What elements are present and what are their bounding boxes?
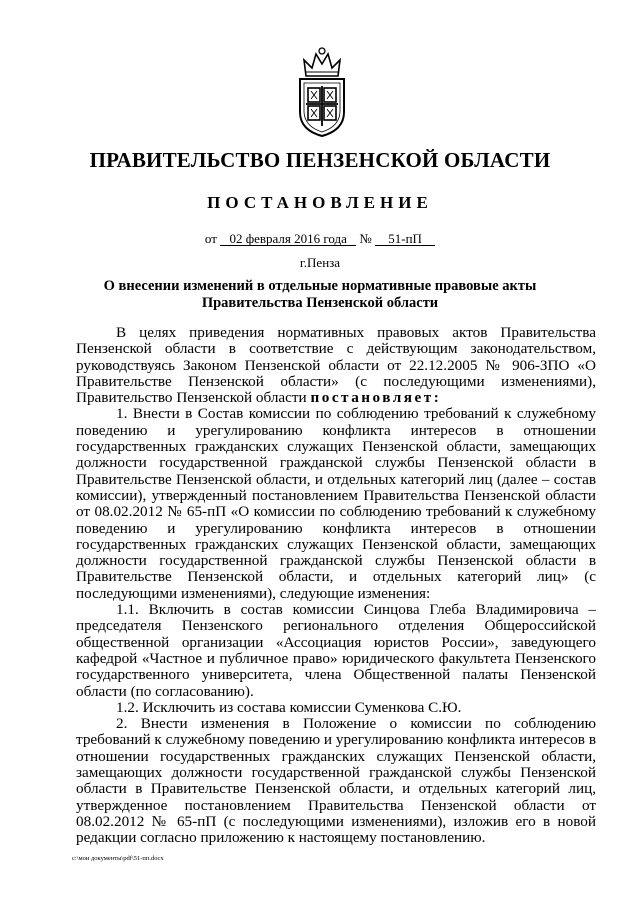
document-date: 02 февраля 2016 года (220, 232, 356, 246)
document-body (76, 325, 596, 847)
paragraph-1: 1. Внести в Состав комиссии по соблюдению требований к служебному поведению и урегулированию конфликта интересов в отношении государственных гражданских служащих Пензенской области, замещающих должности государственной гражданской службы Пензенской области в Правительстве Пензенской области, и отдельных категорий лиц (далее – состав комиссии), утвержденный постановлением Правительства Пензенской области от 08.02.2012 № 65-пП «О комиссии по соблюдению требований к служебному поведению и урегулированию конфликта интересов в отношении государственных гражданских служащих Пензенской области, замещающих должности государственной гражданской службы Пензенской области в Правительстве Пензенской области, и отдельных категорий лиц» (с последующими изменениями), следующие изменения: (76, 405, 596, 602)
document-subject (95, 278, 545, 312)
paragraph-1-1: 1.1. Включить в состав комиссии Синцова Глеба Владимировича – председателя Пензенского регионального отделения Общероссийской общественной организации «Ассоциация юристов России», заведующего кафедрой «Частное и публичное право» юридического факультета Пензенского государственного университета, члена Общественной палаты Пензенской области (по согласованию). (76, 601, 596, 700)
preamble-text: В целях приведения нормативных правовых актов Правительства Пензенской области в соответствие с действующим законодательством, руководствуясь Законом Пензенской области от 22.12.2005 № 906-ЗПО «О Правительстве Пензенской области» (с последующими изменениями), Правительство Пензенской области (76, 324, 596, 407)
subject-line: О внесении изменений в отдельные нормативные правовые акты (103, 278, 537, 294)
decree-word: постановляет: (310, 389, 442, 407)
document-number: 51-пП (375, 232, 435, 246)
number-label: № (359, 231, 372, 246)
penza-coat-of-arms-icon (294, 46, 350, 138)
from-label: от (204, 231, 217, 246)
date-number-line (0, 231, 640, 247)
paragraph-1-2: 1.2. Исключить из состава комиссии Суменкова С.Ю. (116, 698, 462, 716)
document-type: ПОСТАНОВЛЕНИЕ (207, 193, 433, 212)
paragraph-2: 2. Внести изменения в Положение о комиссии по соблюдению требований к служебному поведению и урегулированию конфликта интересов в отношении государственных гражданских служащих Пензенской области, замещающих должности государственной гражданской службы Пензенской области в Правительстве Пензенской области, и отдельных категорий лиц, утвержденное постановлением Правительства Пензенской области от 08.02.2012 № 65-пП (с последующими изменениями), изложив его в новой редакции согласно приложению к настоящему постановлению. (76, 715, 596, 847)
file-path: c:\мои документы\pdf\51-пп.docx (72, 855, 164, 862)
subject-line: Правительства Пензенской области (201, 295, 439, 311)
city: г.Пенза (299, 255, 341, 270)
organization-title: ПРАВИТЕЛЬСТВО ПЕНЗЕНСКОЙ ОБЛАСТИ (89, 148, 551, 172)
preamble-paragraph (76, 325, 596, 406)
